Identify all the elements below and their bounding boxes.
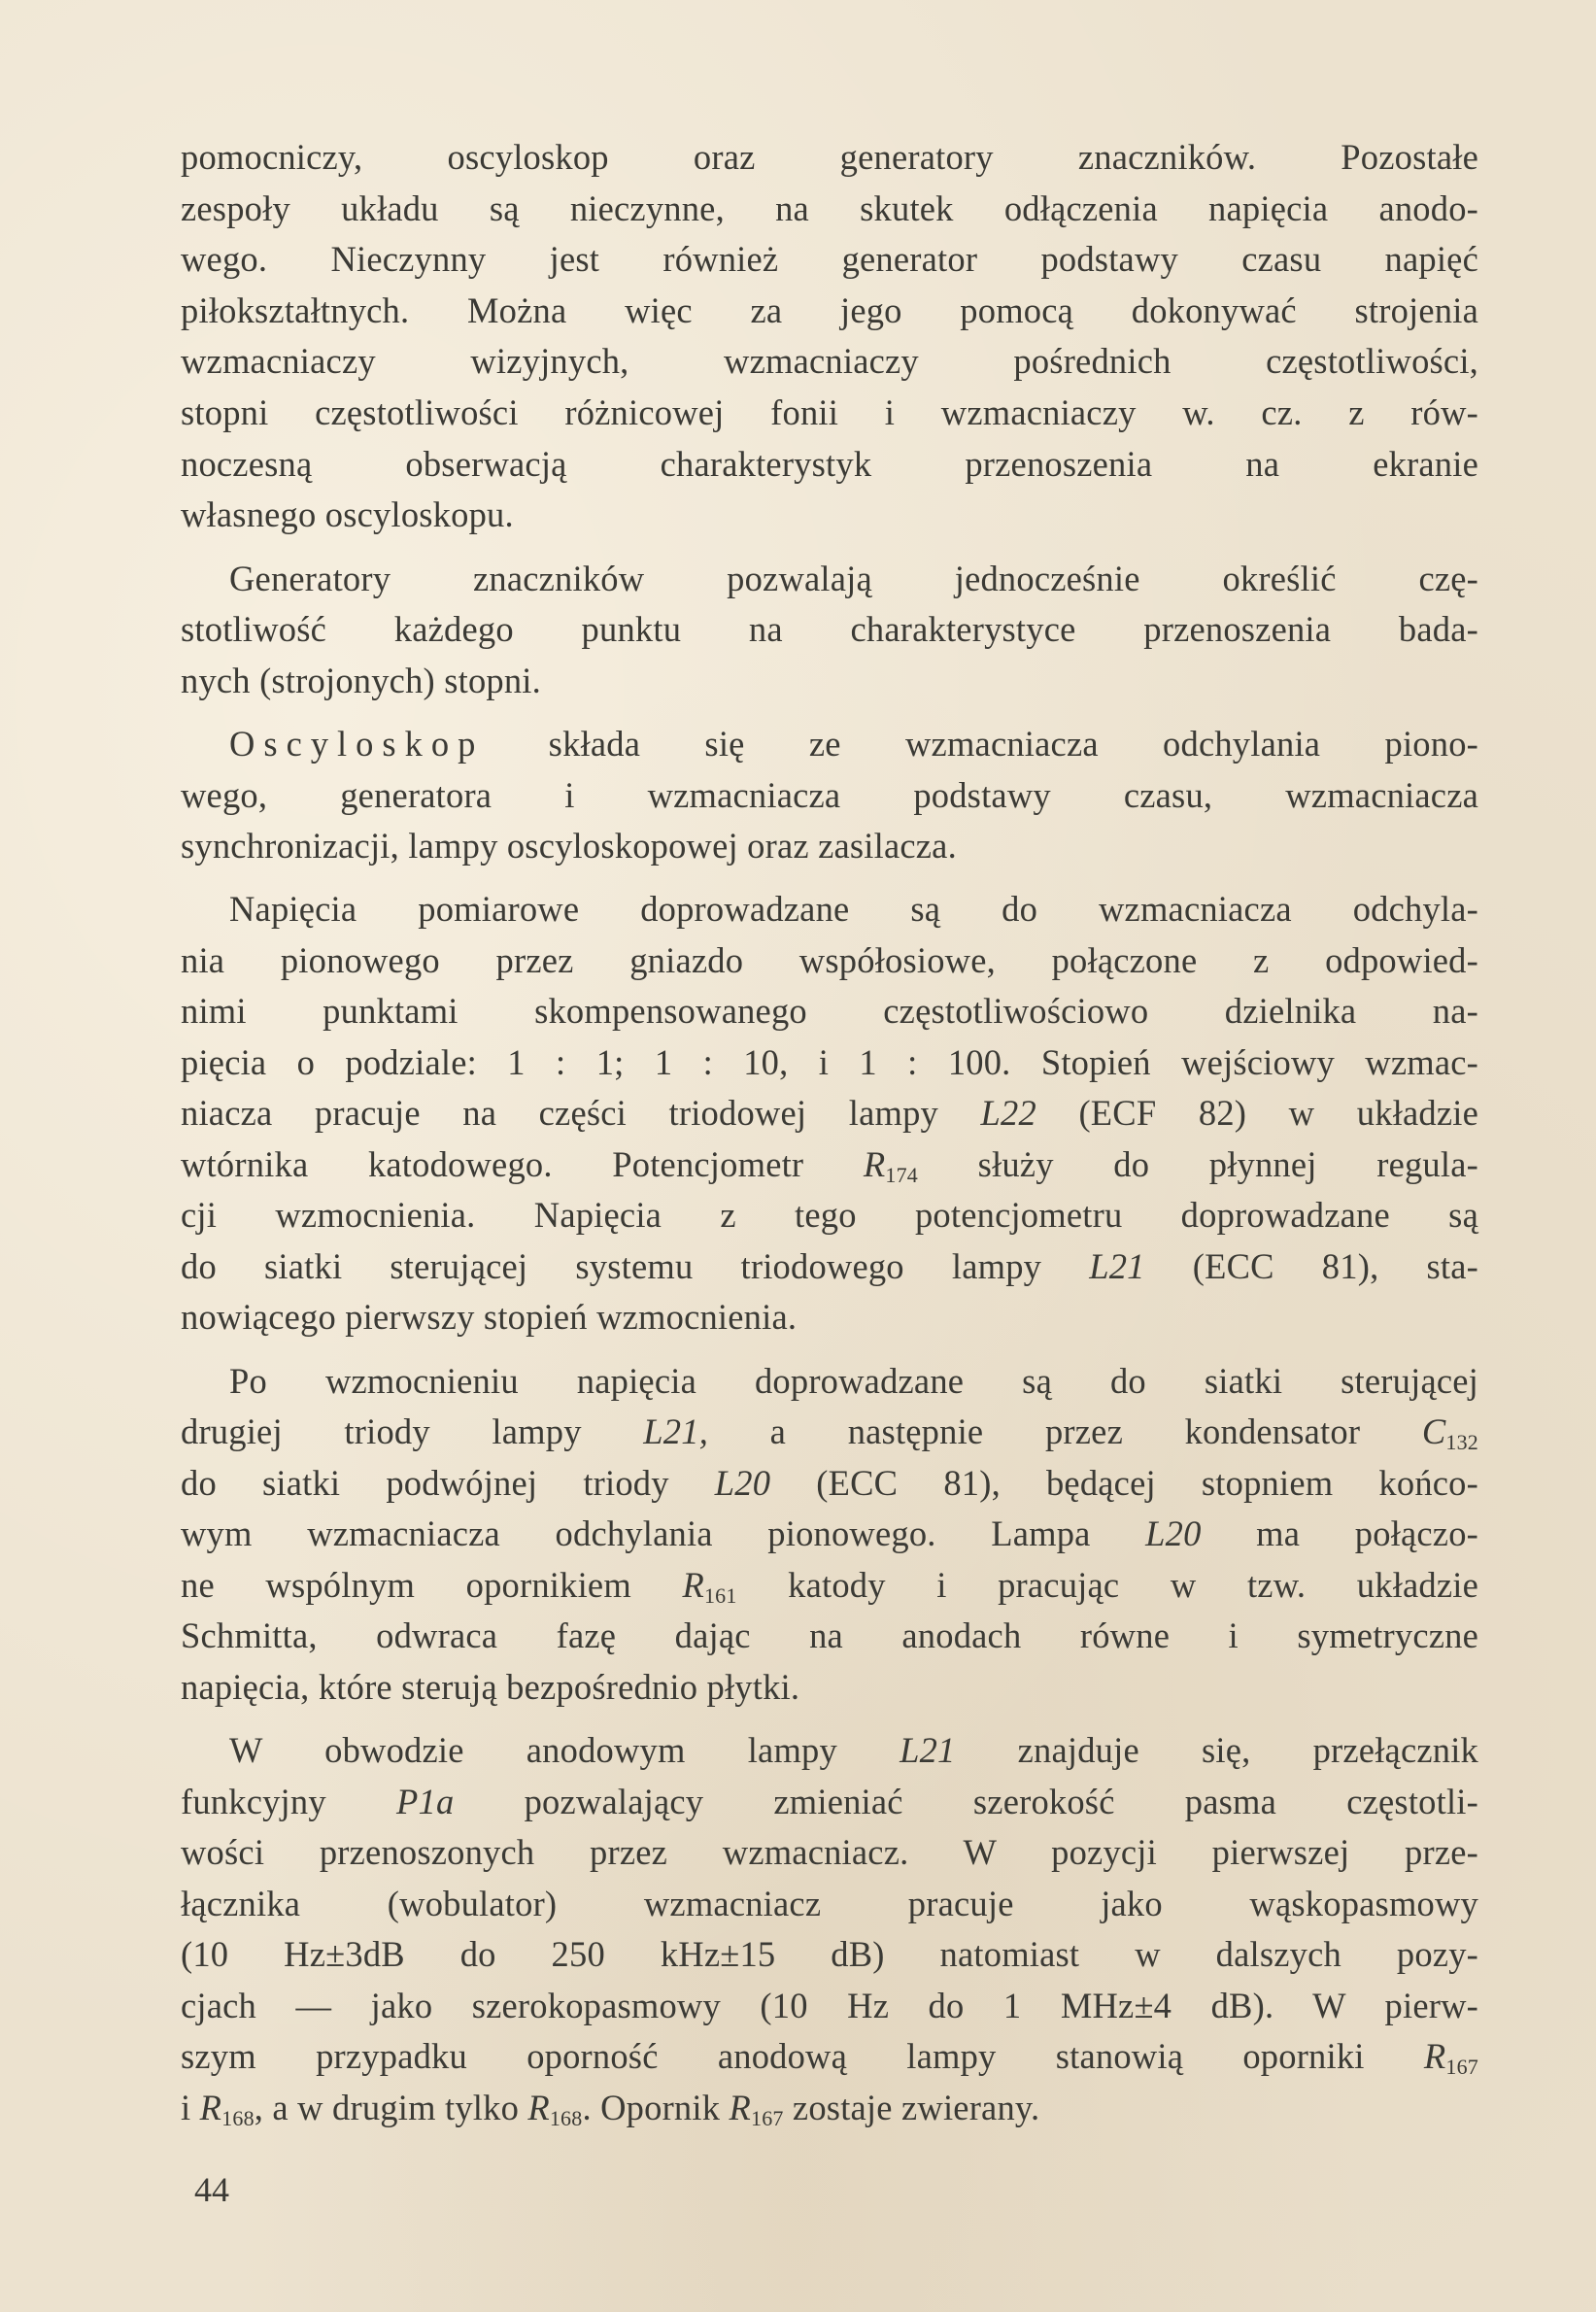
text-span: zostaje zwierany. xyxy=(783,2088,1040,2127)
text-line: cjach — jako szerokopasmowy (10 Hz do 1 MHz±4 dB). W pierw- xyxy=(181,1986,1478,2025)
paragraph-first-line: Po wzmocnieniu napięcia doprowadzane są do siatki sterującej xyxy=(229,1361,1478,1401)
lamp-label-L21: L21 xyxy=(1089,1246,1145,1286)
resistor-symbol: R xyxy=(729,2088,751,2127)
text-line: łącznika (wobulator) wzmacniacz pracuje jako wąskopasmowy xyxy=(181,1884,1478,1923)
text-line: nowiącego pierwszy stopień wzmocnienia. xyxy=(181,1297,798,1337)
text-line: stopni częstotliwości różnicowej fonii i wzmacniaczy w. cz. z rów- xyxy=(181,392,1478,432)
text-line xyxy=(181,2083,1478,2133)
lamp-label-L20: L20 xyxy=(714,1463,771,1503)
text-span: , a w drugim tylko xyxy=(254,2088,528,2127)
text-span: drugiej triody lampy xyxy=(181,1411,644,1451)
resistor-index-167: 167 xyxy=(751,2106,784,2130)
resistor-index-174: 174 xyxy=(885,1163,918,1187)
text-span: znajduje się, przełącznik xyxy=(955,1730,1478,1770)
text-span: składa się ze wzmacniacza odchylania piono- xyxy=(484,724,1478,764)
text-line: nimi punktami skompensowanego częstotliwościowo dzielnika na- xyxy=(181,991,1478,1031)
text-span: wtórnika katodowego. Potencjometr xyxy=(181,1144,864,1184)
resistor-symbol: R xyxy=(863,1144,886,1184)
text-span: funkcyjny xyxy=(181,1782,396,1821)
capacitor-index-132: 132 xyxy=(1445,1430,1478,1454)
switch-label-P1a: P1a xyxy=(396,1782,455,1821)
text-line xyxy=(181,1458,1478,1509)
text-line: własnego oscyloskopu. xyxy=(181,494,514,534)
text-span: do siatki podwójnej triody xyxy=(181,1463,715,1503)
text-span: a następnie przez kondensator xyxy=(708,1411,1422,1451)
text-span: wym wzmacniacza odchylania pionowego. Lampa xyxy=(181,1513,1146,1553)
text-line: (10 Hz±3dB do 250 kHz±15 dB) natomiast w dalszych pozy- xyxy=(181,1934,1478,1974)
text-line xyxy=(181,1509,1478,1559)
text-line: napięcia, które sterują bezpośrednio płytki. xyxy=(181,1667,800,1707)
text-line xyxy=(181,1139,1478,1190)
lamp-label-L21: L21, xyxy=(643,1411,709,1451)
resistor-symbol: R xyxy=(527,2088,550,2127)
text-span: służy do płynnej regula- xyxy=(918,1144,1478,1184)
paragraph-first-line: Napięcia pomiarowe doprowadzane są do wzmacniacza odchyla- xyxy=(229,889,1478,929)
text-span: W obwodzie anodowym lampy xyxy=(229,1730,900,1770)
text-line: noczesną obserwacją charakterystyk przenoszenia na ekranie xyxy=(181,444,1478,484)
resistor-index-168: 168 xyxy=(221,2106,255,2130)
text-span: i xyxy=(181,2088,200,2127)
resistor-symbol: R xyxy=(199,2088,222,2127)
lamp-label-L22: L22 xyxy=(980,1093,1036,1133)
resistor-symbol: R xyxy=(682,1565,704,1605)
text-span: ma połączo- xyxy=(1201,1513,1479,1553)
text-line: pomocniczy, oscyloskop oraz generatory znaczników. Pozostałe xyxy=(181,137,1478,177)
resistor-index-161: 161 xyxy=(703,1583,737,1608)
text-line xyxy=(181,1088,1478,1139)
text-span: niacza pracuje na części triodowej lampy xyxy=(181,1093,981,1133)
text-line xyxy=(181,1777,1478,1827)
text-span: (ECC 81), będącej stopniem końco- xyxy=(770,1463,1478,1503)
page-number: 44 xyxy=(194,2170,229,2209)
text-span: do siatki sterującej systemu triodowego lampy xyxy=(181,1246,1090,1286)
text-line: wzmacniaczy wizyjnych, wzmacniaczy pośrednich częstotliwości, xyxy=(181,341,1478,381)
text-line: piłokształtnych. Można więc za jego pomocą dokonywać strojenia xyxy=(181,290,1478,330)
paragraph-first-line: Generatory znaczników pozwalają jednocześnie określić czę- xyxy=(229,559,1478,598)
text-line: wości przenoszonych przez wzmacniacz. W pozycji pierwszej prze- xyxy=(181,1832,1478,1872)
text-line: synchronizacji, lampy oscyloskopowej oraz zasilacza. xyxy=(181,826,957,866)
text-span: katody i pracując w tzw. układzie xyxy=(736,1565,1478,1605)
text-line: pięcia o podziale: 1 : 1; 1 : 10, i 1 : 100. Stopień wejściowy wzmac- xyxy=(181,1042,1478,1082)
text-line xyxy=(181,1560,1478,1611)
resistor-index-168: 168 xyxy=(549,2106,583,2130)
text-line: zespoły układu są nieczynne, na skutek odłączenia napięcia anodo- xyxy=(181,188,1478,228)
text-span: pozwalający zmieniać szerokość pasma częstotli- xyxy=(454,1782,1479,1821)
text-line xyxy=(181,2031,1478,2082)
lamp-label-L20: L20 xyxy=(1145,1513,1202,1553)
text-line: wego, generatora i wzmacniacza podstawy czasu, wzmacniacza xyxy=(181,775,1478,815)
text-line: stotliwość każdego punktu na charakterystyce przenoszenia bada- xyxy=(181,609,1478,649)
text-span: (ECC 81), sta- xyxy=(1144,1246,1479,1286)
capacitor-symbol: C xyxy=(1421,1411,1446,1451)
text-line: cji wzmocnienia. Napięcia z tego potencjometru doprowadzane są xyxy=(181,1195,1478,1235)
text-line: wego. Nieczynny jest również generator podstawy czasu napięć xyxy=(181,239,1478,279)
text-line: Schmitta, odwraca fazę dając na anodach równe i symetryczne xyxy=(181,1615,1478,1655)
text-span: szym przypadku oporność anodową lampy stanowią oporniki xyxy=(181,2036,1424,2076)
text-line xyxy=(181,1241,1478,1292)
text-line: nia pionowego przez gniazdo współosiowe, połączone z odpowied- xyxy=(181,940,1478,980)
paragraph-first-line xyxy=(229,719,1478,769)
spaced-term-oscyloskop: Oscyloskop xyxy=(229,724,485,764)
resistor-index-167: 167 xyxy=(1445,2055,1478,2079)
text-line: nych (strojonych) stopni. xyxy=(181,661,541,700)
text-line xyxy=(181,1407,1478,1457)
text-span: (ECF 82) w układzie xyxy=(1036,1093,1478,1133)
text-span: . Opornik xyxy=(582,2088,730,2127)
text-span: ne wspólnym opornikiem xyxy=(181,1565,683,1605)
lamp-label-L21: L21 xyxy=(900,1730,956,1770)
resistor-symbol: R xyxy=(1423,2036,1446,2076)
paragraph-first-line xyxy=(229,1725,1478,1776)
